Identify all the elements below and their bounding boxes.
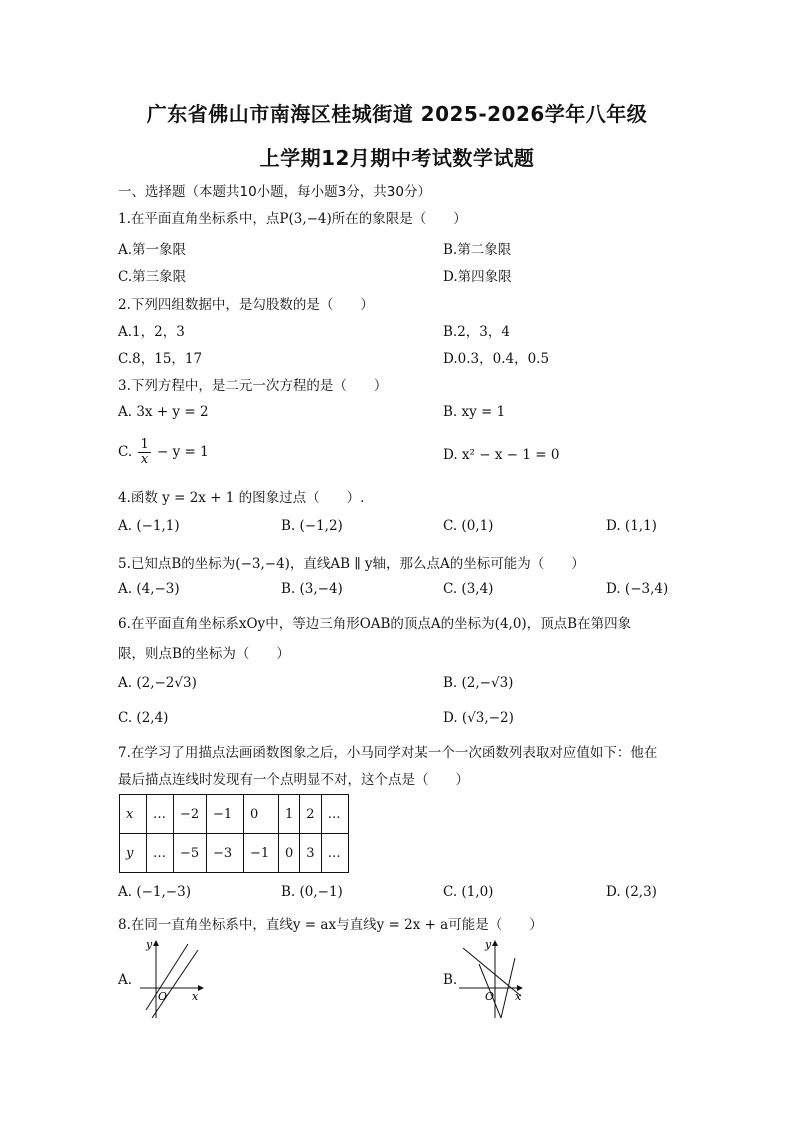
fraction-one-over-x [138, 438, 150, 467]
q7-option-d: D. (2,3) [606, 884, 657, 900]
table-cell: … [147, 795, 174, 834]
q5-option-c: C. (3,4) [443, 581, 494, 597]
table-cell: −3 [207, 834, 244, 873]
table-cell: x [120, 795, 147, 834]
q8-option-a-label: A. [118, 972, 133, 988]
q7-option-b: B. (0,−1) [281, 884, 343, 900]
q7-option-a: A. (−1,−3) [118, 884, 191, 900]
q1-option-b: B.第二象限 [443, 242, 512, 258]
section-heading: 一、选择题（本题共10小题，每小题3分，共30分） [118, 184, 431, 200]
y-axis-arrow [492, 940, 498, 946]
table-cell: 2 [300, 795, 321, 834]
table-cell: −2 [174, 795, 207, 834]
q3-option-a: A. 3x + y = 2 [118, 404, 209, 420]
fraction-denominator: x [140, 452, 149, 467]
q3-option-c [118, 438, 209, 467]
q4-option-a: A. (−1,1) [118, 518, 180, 534]
table-cell: … [321, 795, 348, 834]
q6-option-b: B. (2,−√3) [443, 675, 514, 691]
q2-option-d: D.0.3，0.4，0.5 [443, 351, 550, 367]
fraction-numerator: 1 [140, 437, 149, 452]
table-row [120, 795, 349, 834]
q3-option-d: D. x² − x − 1 = 0 [443, 447, 560, 463]
q2-option-a: A.1，2，3 [118, 324, 185, 340]
q8-graph-a [134, 938, 206, 1022]
q6-option-c: C. (2,4) [118, 710, 169, 726]
question-7-stem-2: 最后描点连线时发现有一个点明显不对，这个点是（ ） [118, 772, 469, 788]
q2-option-b: B.2，3，4 [443, 324, 510, 340]
q5-option-b: B. (3,−4) [281, 581, 343, 597]
q3-option-b: B. xy = 1 [443, 404, 506, 420]
q1-option-c: C.第三象限 [118, 269, 187, 285]
x-axis-label: x [515, 990, 522, 1003]
question-8-stem: 8.在同一直角坐标系中，直线y = ax与直线y = 2x + a可能是（ ） [118, 917, 543, 933]
title-line-2: 上学期12月期中考试数学试题 [259, 146, 535, 170]
table-cell: −1 [244, 834, 279, 873]
q6-option-d: D. (√3,−2) [443, 710, 514, 726]
question-7-stem-1: 7.在学习了用描点法画函数图象之后，小马同学对某一个一次函数列表取对应值如下：他在 [118, 745, 658, 761]
question-6-stem-2: 限，则点B的坐标为（ ） [118, 646, 290, 662]
q8-graph-b [455, 938, 527, 1022]
x-axis-label: x [192, 990, 199, 1003]
question-6-stem-1: 6.在平面直角坐标系xOy中，等边三角形OAB的顶点A的坐标为(4,0)，顶点B在第四象 [118, 616, 632, 632]
q5-option-a: A. (4,−3) [118, 581, 180, 597]
q1-option-d: D.第四象限 [443, 269, 512, 285]
table-cell: 0 [244, 795, 279, 834]
x-axis-arrow [198, 985, 204, 991]
table-cell: 1 [279, 795, 300, 834]
question-1-stem: 1.在平面直角坐标系中，点P(3,−4)所在的象限是（ ） [118, 211, 467, 227]
table-cell: 0 [279, 834, 300, 873]
y-axis-arrow [153, 940, 159, 946]
line-y-2x-plus-a [152, 950, 198, 1018]
line-y-ax [463, 948, 521, 996]
y-axis-label: y [146, 938, 153, 951]
values-table [119, 794, 349, 873]
origin-label: O [158, 990, 168, 1003]
title-line-1: 广东省佛山市南海区桂城街道 2025-2026学年八年级 [146, 102, 648, 126]
q3-option-c-rest: − y = 1 [157, 444, 209, 460]
q2-option-c: C.8，15，17 [118, 351, 203, 367]
table-cell: … [147, 834, 174, 873]
question-3-stem: 3.下列方程中，是二元一次方程的是（ ） [118, 378, 388, 394]
q3-option-c-label: C. [118, 444, 133, 460]
y-axis-label: y [485, 938, 492, 951]
q4-option-d: D. (1,1) [606, 518, 657, 534]
q1-option-a: A.第一象限 [118, 242, 187, 258]
table-cell: −1 [207, 795, 244, 834]
q8-option-b-label: B. [443, 972, 458, 988]
q7-option-c: C. (1,0) [443, 884, 494, 900]
table-cell: y [120, 834, 147, 873]
table-cell: 3 [300, 834, 321, 873]
table-cell: −5 [174, 834, 207, 873]
origin-label: O [485, 990, 495, 1003]
table-cell: … [321, 834, 348, 873]
q5-option-d: D. (−3,4) [606, 581, 669, 597]
q4-option-c: C. (0,1) [443, 518, 494, 534]
q4-option-b: B. (−1,2) [281, 518, 343, 534]
question-5-stem: 5.已知点B的坐标为(−3,−4)，直线AB ∥ y轴，那么点A的坐标可能为（ ） [118, 556, 585, 572]
question-4-stem: 4.函数 y = 2x + 1 的图象过点（ ）. [118, 490, 365, 506]
q6-option-a: A. (2,−2√3) [118, 675, 197, 691]
question-2-stem: 2.下列四组数据中，是勾股数的是（ ） [118, 297, 374, 313]
table-row [120, 834, 349, 873]
